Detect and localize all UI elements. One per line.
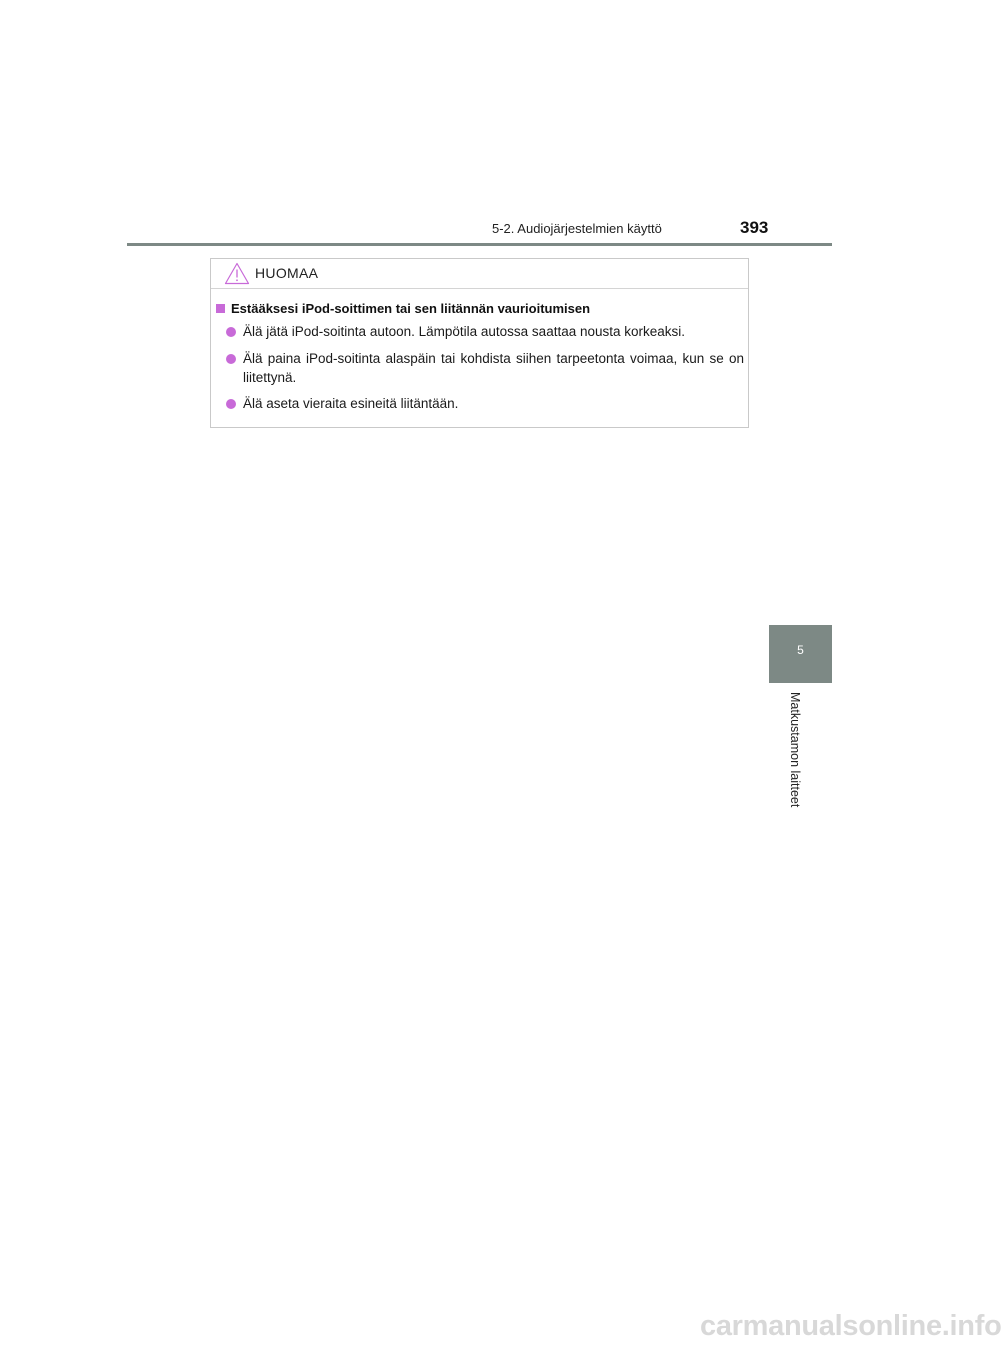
caution-item-text: Älä aseta vieraita esineitä liitäntään.	[243, 396, 459, 411]
caution-item-text: Älä paina iPod-soitinta alaspäin tai kohdista siihen tarpeetonta voimaa, kun se on liitettynä.	[243, 351, 744, 385]
caution-item	[226, 322, 744, 341]
header-divider	[127, 243, 832, 246]
caution-item	[226, 394, 744, 413]
chapter-number: 5	[797, 643, 804, 657]
bullet-dot-icon	[226, 354, 236, 364]
caution-item-text: Älä jätä iPod-soitinta autoon. Lämpötila autossa saattaa nousta korkeaksi.	[243, 324, 686, 339]
watermark: carmanualsonline.info	[700, 1310, 1002, 1342]
chapter-tab	[769, 625, 832, 683]
caution-header	[211, 259, 748, 289]
square-bullet-icon	[216, 304, 225, 313]
bullet-dot-icon	[226, 399, 236, 409]
section-title: 5-2. Audiojärjestelmien käyttö	[492, 221, 662, 236]
caution-subheading-text: Estääksesi iPod-soittimen tai sen liitännän vaurioitumisen	[231, 301, 591, 316]
caution-box	[210, 258, 749, 428]
caution-subheading	[216, 301, 590, 316]
caution-item	[226, 349, 744, 387]
warning-triangle-icon	[224, 262, 250, 285]
chapter-label: Matkustamon laitteet	[788, 692, 802, 808]
caution-title: HUOMAA	[255, 265, 319, 281]
page-number: 393	[740, 218, 769, 237]
bullet-dot-icon	[226, 327, 236, 337]
